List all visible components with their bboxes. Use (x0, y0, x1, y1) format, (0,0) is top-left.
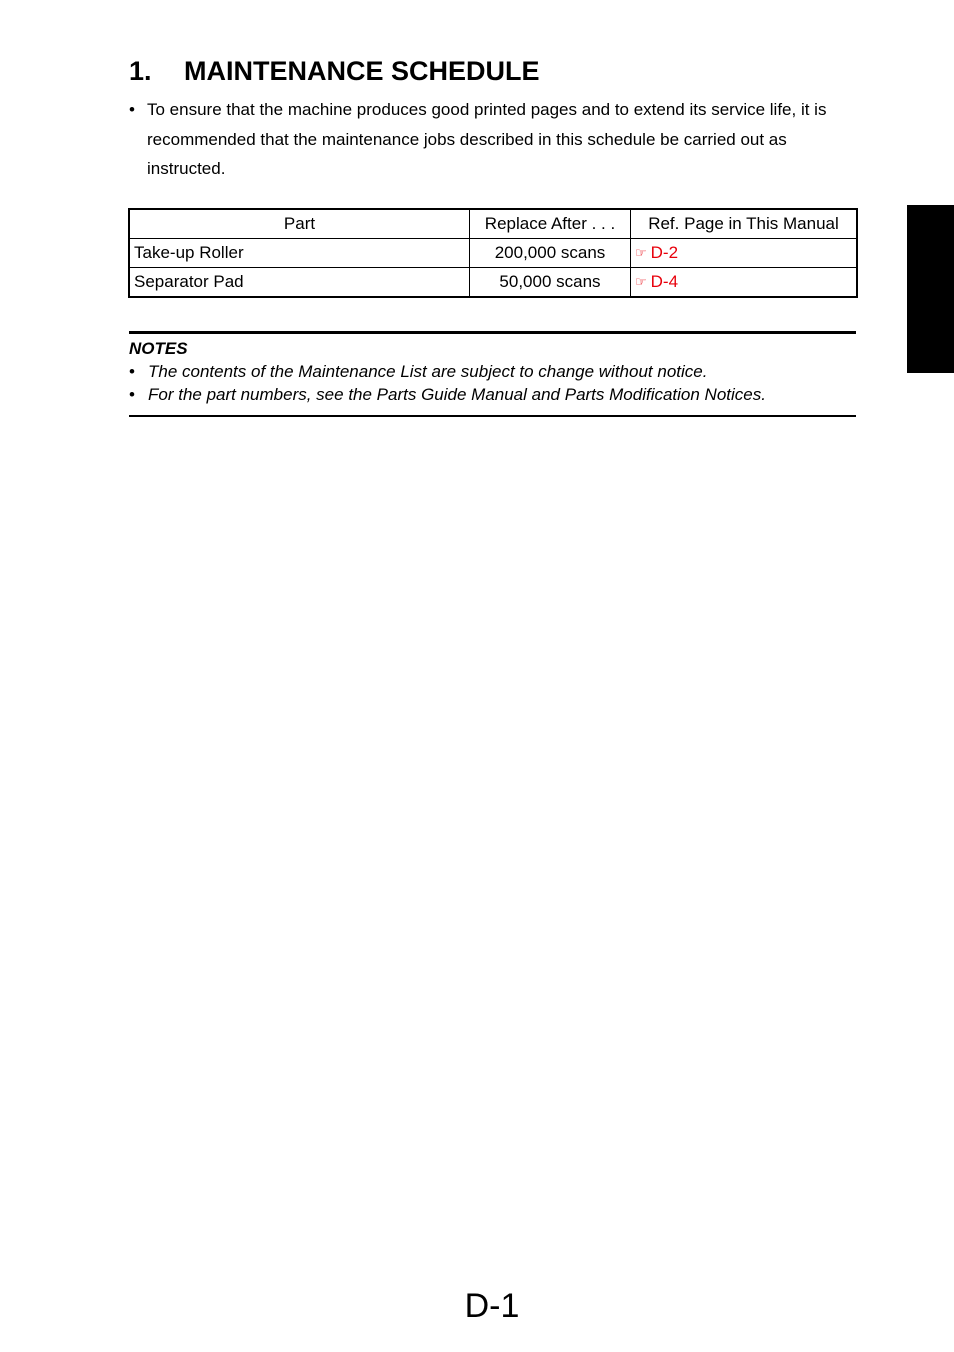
replace-interval: 50,000 scans (470, 268, 631, 298)
ref-page-label: D-4 (650, 272, 679, 291)
part-name: Separator Pad (129, 268, 470, 298)
header-replace-after: Replace After . . . (470, 209, 631, 239)
section-heading (129, 54, 540, 88)
notes-title: NOTES (129, 339, 188, 358)
section-number: 1. (129, 56, 152, 86)
list-item (129, 383, 856, 406)
maintenance-table (128, 208, 858, 298)
ref-page-cell (631, 239, 858, 268)
list-item (129, 360, 856, 383)
pointing-hand-icon: ☞ (635, 274, 647, 289)
intro-paragraph (129, 95, 859, 184)
replace-interval: 200,000 scans (470, 239, 631, 268)
ref-page-link[interactable] (635, 243, 678, 262)
header-part: Part (129, 209, 470, 239)
ref-page-label: D-2 (650, 243, 679, 262)
table-row (129, 239, 857, 268)
section-tab-marker (907, 205, 954, 373)
section-title: MAINTENANCE SCHEDULE (184, 56, 540, 86)
header-ref-page: Ref. Page in This Manual (631, 209, 858, 239)
bullet-icon: • (129, 100, 135, 119)
ref-page-cell (631, 268, 858, 298)
intro-text: To ensure that the machine produces good printed pages and to extend its service life, it is recommended that the maintenance jobs described in this schedule be carried out as instructed. (147, 100, 827, 178)
notes-box (129, 331, 856, 417)
table-row (129, 268, 857, 298)
page-number: D-1 (464, 1287, 520, 1325)
bullet-icon: • (129, 385, 135, 404)
note-text: The contents of the Maintenance List are subject to change without notice. (148, 362, 708, 381)
ref-page-link[interactable] (635, 272, 678, 291)
pointing-hand-icon: ☞ (635, 245, 647, 260)
table-header-row (129, 209, 857, 239)
note-text: For the part numbers, see the Parts Guide Manual and Parts Modification Notices. (148, 385, 766, 404)
bullet-icon: • (129, 362, 135, 381)
part-name: Take-up Roller (129, 239, 470, 268)
notes-list (129, 360, 856, 406)
